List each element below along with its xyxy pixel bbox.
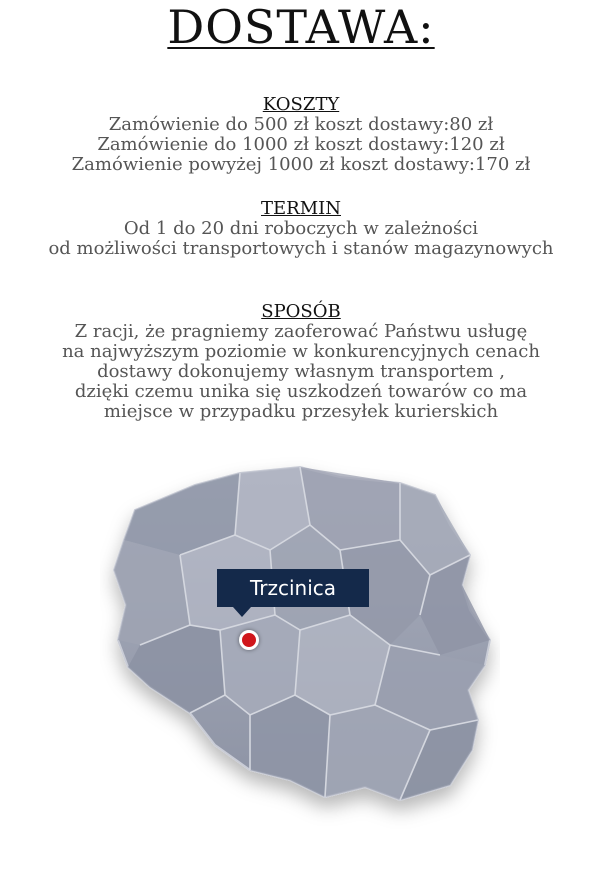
method-line: Z racji, że pragniemy zaoferować Państwu usługę	[74, 321, 528, 342]
poland-map	[100, 455, 500, 835]
term-line: od możliwości transportowych i stanów magazynowych	[48, 238, 554, 259]
location-marker-icon	[239, 630, 259, 650]
method-line: dzięki czemu unika się uszkodzeń towarów co ma	[74, 381, 528, 402]
location-label: Trzcinica	[217, 569, 369, 607]
term-line: Od 1 do 20 dni roboczych w zależności	[123, 218, 479, 239]
method-line: miejsce w przypadku przesyłek kurierskich	[103, 401, 499, 422]
costs-heading: KOSZTY	[262, 94, 340, 115]
costs-section	[0, 95, 602, 175]
costs-line: Zamówienie do 500 zł koszt dostawy:80 zł	[108, 114, 494, 135]
method-line: dostawy dokonujemy własnym transportem ,	[97, 361, 505, 382]
costs-line: Zamówienie do 1000 zł koszt dostawy:120 zł	[97, 134, 505, 155]
costs-line: Zamówienie powyżej 1000 zł koszt dostawy:170 zł	[71, 154, 531, 175]
method-section	[0, 302, 602, 422]
term-heading: TERMIN	[261, 198, 341, 219]
location-label-pointer	[233, 607, 251, 617]
term-section	[0, 199, 602, 259]
method-line: na najwyższym poziomie w konkurencyjnych cenach	[62, 341, 540, 362]
method-heading: SPOSÓB	[261, 301, 341, 322]
page-title: DOSTAWA:	[167, 0, 435, 54]
